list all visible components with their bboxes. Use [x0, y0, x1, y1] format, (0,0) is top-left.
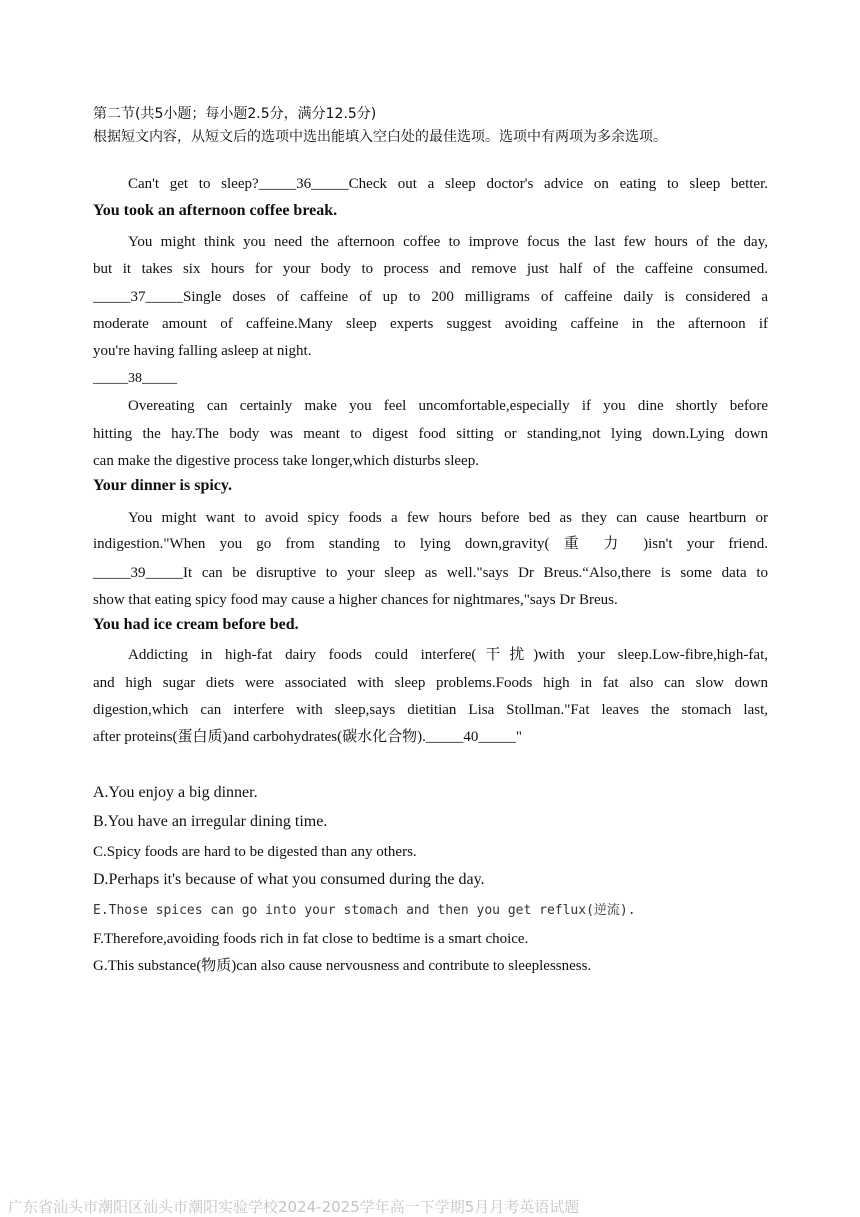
option-f: F.Therefore,avoiding foods rich in fat close to bedtime is a smart choice.: [93, 931, 529, 947]
option-e: E.Those spices can go into your stomach and then you get reflux(逆流).: [93, 903, 636, 918]
passage-line: show that eating spicy food may cause a higher chances for nightmares,"says Dr Breus.: [93, 592, 618, 608]
passage-line: digestion,which can interfere with sleep,says dietitian Lisa Stollman."Fat leaves the stomach last,: [93, 702, 768, 718]
option-g: G.This substance(物质)can also cause nervousness and contribute to sleeplessness.: [93, 958, 592, 974]
passage-line: You might think you need the afternoon coffee to improve focus the last few hours of the day,: [128, 234, 768, 250]
passage-line: Can't get to sleep?_____36_____Check out a sleep doctor's advice on eating to sleep better.: [128, 176, 768, 192]
option-a: A.You enjoy a big dinner.: [93, 784, 258, 801]
passage-line: after proteins(蛋白质)and carbohydrates(碳水化合物)._____40_____": [93, 729, 522, 745]
page-footer: 广东省汕头市潮阳区汕头市潮阳实验学校2024-2025学年高一下学期5月月考英语试题: [8, 1198, 580, 1216]
passage-line: _____39_____It can be disruptive to your sleep as well."says Dr Breus.“Also,there is some data to: [93, 565, 768, 581]
passage-line: moderate amount of caffeine.Many sleep experts suggest avoiding caffeine in the afternoon if: [93, 316, 768, 332]
passage-subheading: You took an afternoon coffee break.: [93, 202, 338, 219]
passage-line: Overeating can certainly make you feel uncomfortable,especially if you dine shortly before: [128, 398, 768, 414]
blank-38: _____38_____: [93, 371, 177, 386]
passage-line: You might want to avoid spicy foods a few hours before bed as they can cause heartburn or: [128, 510, 768, 526]
option-c: C.Spicy foods are hard to be digested than any others.: [93, 844, 417, 860]
passage-line: indigestion."When you go from standing to lying down,gravity( 重 力 )isn't your friend.: [93, 536, 768, 552]
passage-line: and high sugar diets were associated with sleep problems.Foods high in fat also can slow down: [93, 675, 768, 691]
passage-line: hitting the hay.The body was meant to digest food sitting or standing,not lying down.Lying down: [93, 426, 768, 442]
passage-subheading: You had ice cream before bed.: [93, 616, 299, 633]
passage-line: _____37_____Single doses of caffeine of up to 200 milligrams of caffeine daily is considered a: [93, 289, 768, 305]
passage-line: can make the digestive process take longer,which disturbs sleep.: [93, 453, 479, 469]
option-b: B.You have an irregular dining time.: [93, 813, 328, 830]
option-d: D.Perhaps it's because of what you consumed during the day.: [93, 871, 485, 888]
section-instruction: 根据短文内容，从短文后的选项中选出能填入空白处的最佳选项。选项中有两项为多余选项。: [93, 129, 667, 145]
passage-line: you're having falling asleep at night.: [93, 343, 312, 359]
passage-line: Addicting in high-fat dairy foods could interfere(干扰)with your sleep.Low-fibre,high-fat,: [128, 647, 768, 663]
passage-subheading: Your dinner is spicy.: [93, 477, 233, 494]
section-title: 第二节(共5小题；每小题2.5分，满分12.5分): [93, 106, 377, 122]
passage-line: but it takes six hours for your body to process and remove just half of the caffeine consumed.: [93, 261, 768, 277]
